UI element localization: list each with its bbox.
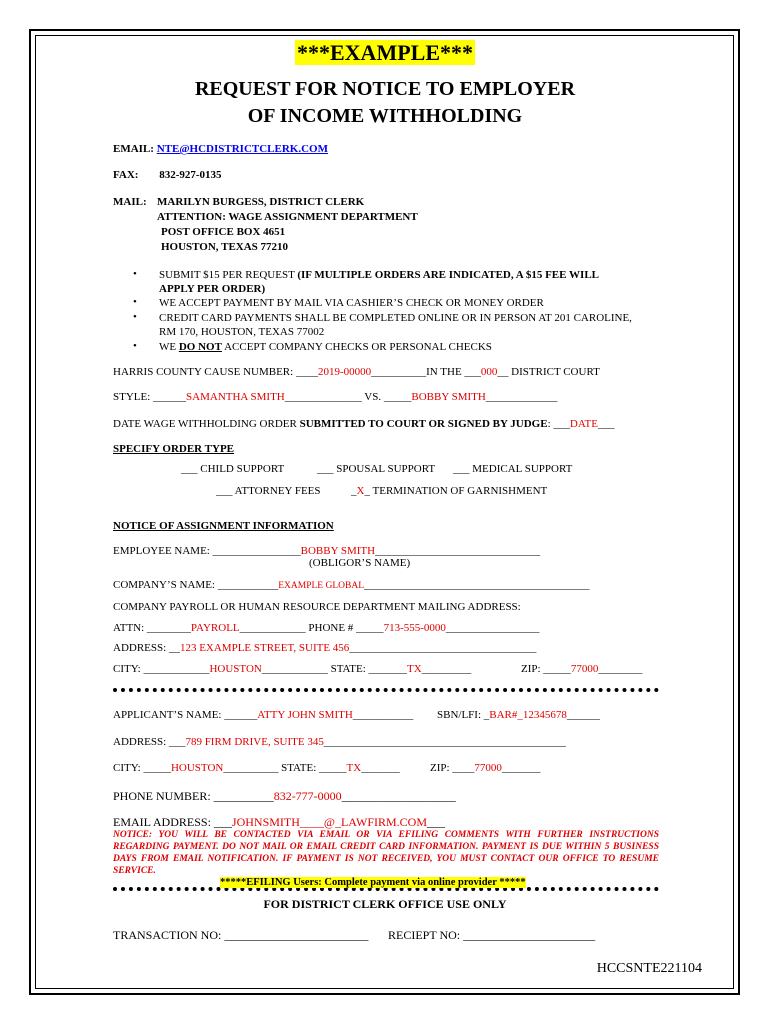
attorney-fees-option[interactable]: ___ ATTORNEY FEES (216, 485, 321, 497)
date-row: DATE WAGE WITHHOLDING ORDER SUBMITTED TO COURT OR SIGNED BY JUDGE: ___DATE___ (113, 418, 615, 430)
applicant-address-row: ADDRESS: ___789 FIRM DRIVE, SUITE 345____________________________________________ (113, 736, 566, 748)
fax-row (113, 169, 222, 181)
company-name-row: COMPANY’S NAME: ___________EXAMPLE GLOBAL_________________________________________ (113, 579, 590, 591)
attn-value[interactable]: PAYROLL (190, 622, 240, 634)
obligor-caption: (OBLIGOR’S NAME) (309, 557, 411, 569)
sbn-row: SBN/LFI: _BAR#_12345678______ (437, 709, 600, 721)
cause-number-row: HARRIS COUNTY CAUSE NUMBER: ____2019-00000__________IN THE ___000__ DISTRICT COURT (113, 366, 600, 378)
payroll-address-label: COMPANY PAYROLL OR HUMAN RESOURCE DEPARTMENT MAILING ADDRESS: (113, 601, 521, 613)
fax-value: 832-927-0135 (159, 169, 222, 181)
company-city-row: CITY: ____________HOUSTON____________ STATE: _______TX_________ (113, 663, 472, 675)
applicant-zip-value[interactable]: 77000 (474, 762, 502, 774)
sbn-value[interactable]: BAR#_12345678 (489, 709, 567, 721)
applicant-state-value[interactable]: TX (346, 762, 362, 774)
notice-assignment-heading: NOTICE OF ASSIGNMENT INFORMATION (113, 520, 334, 532)
fax-label: FAX: (113, 169, 139, 181)
mail-label: MAIL: (113, 196, 147, 208)
spousal-support-option[interactable]: ___ SPOUSAL SUPPORT (317, 463, 436, 475)
medical-support-option[interactable]: ___ MEDICAL SUPPORT (453, 463, 573, 475)
applicant-address-value[interactable]: 789 FIRM DRIVE, SUITE 345 (185, 736, 324, 748)
plaintiff-value[interactable]: SAMANTHA SMITH (186, 391, 285, 403)
payment-notice: NOTICE: YOU WILL BE CONTACTED VIA EMAIL OR VIA EFILING COMMENTS WITH FURTHER INSTRUCTIONS REGARDING PAYMENT. DO NOT MAIL OR EMAIL CREDIT CARD INFORMATION. PAYMENT IS DUE WITHIN 5 BUSINESS DAYS FROM EMAIL NOTIFICATION. IF PAYMENT IS NOT RECEIVED, YOU MUST CONTACT OUR OFFICE TO RESUME SERVICE. (113, 830, 659, 876)
office-use-heading: FOR DISTRICT CLERK OFFICE USE ONLY (263, 897, 507, 911)
applicant-name-value[interactable]: ATTY JOHN SMITH (257, 709, 353, 721)
order-type-heading: SPECIFY ORDER TYPE (113, 443, 235, 455)
email-address-row: EMAIL ADDRESS: ___JOHNSMITH____@_LAWFIRM.COM___ (113, 815, 446, 829)
dotted-divider (113, 688, 659, 692)
company-zip-row: ZIP: _____77000________ (521, 663, 643, 675)
child-support-option[interactable]: ___ CHILD SUPPORT (181, 463, 285, 475)
defendant-value[interactable]: BOBBY SMITH (411, 391, 486, 403)
example-banner: ***EXAMPLE*** (297, 40, 473, 65)
company-name-value[interactable]: EXAMPLE GLOBAL (278, 581, 364, 591)
title-line-1: REQUEST FOR NOTICE TO EMPLOYER (194, 78, 576, 100)
email-link[interactable]: NTE@HCDISTRICTCLERK.COM (156, 143, 328, 155)
email-address-value[interactable]: JOHNSMITH____@_LAWFIRM.COM (231, 815, 428, 829)
phone-number-value[interactable]: 832-777-0000 (273, 789, 342, 803)
applicant-city-value[interactable]: HOUSTON (170, 762, 224, 774)
receipt-number-field[interactable]: RECIEPT NO: ______________________ (388, 928, 596, 942)
mail-line-3: POST OFFICE BOX 4651 (161, 226, 286, 238)
termination-mark: X (356, 485, 365, 497)
phone-number-row: PHONE NUMBER: __________832-777-0000___________________ (113, 789, 456, 803)
employee-name-row: EMPLOYEE NAME: ________________BOBBY SMITH______________________________ (113, 545, 541, 557)
company-state-value[interactable]: TX (407, 663, 422, 675)
district-court-value[interactable]: 000 (480, 366, 498, 378)
title-line-2: OF INCOME WITHHOLDING (247, 105, 523, 127)
company-address-row: ADDRESS: __123 EXAMPLE STREET, SUITE 456__________________________________ (113, 642, 537, 654)
bullet-4: WE DO NOT ACCEPT COMPANY CHECKS OR PERSONAL CHECKS (159, 341, 492, 353)
bullet-3-line-2: RM 170, HOUSTON, TEXAS 77002 (159, 326, 325, 338)
transaction-number-field[interactable]: TRANSACTION NO: ________________________ (113, 928, 369, 942)
applicant-zip-row: ZIP: ____77000_______ (430, 762, 541, 774)
applicant-city-row: CITY: _____HOUSTON__________ STATE: _____TX_______ (113, 762, 400, 774)
email-label: EMAIL: (113, 143, 154, 155)
bullet-dot: • (133, 340, 137, 352)
applicant-name-row: APPLICANT’S NAME: ______ATTY JOHN SMITH___________ (113, 709, 414, 721)
date-value[interactable]: DATE (569, 418, 598, 430)
termination-option[interactable]: _X_ TERMINATION OF GARNISHMENT (351, 485, 548, 497)
company-zip-value[interactable]: 77000 (570, 663, 599, 675)
bullet-1: SUBMIT $15 PER REQUEST (IF MULTIPLE ORDERS ARE INDICATED, A $15 FEE WILL (159, 269, 599, 281)
company-city-value[interactable]: HOUSTON (209, 663, 262, 675)
attn-row: ATTN: ________PAYROLL____________ PHONE # _____713-555-0000_________________ (113, 622, 540, 634)
cause-number-value[interactable]: 2019-00000 (317, 366, 372, 378)
mail-line-2: ATTENTION: WAGE ASSIGNMENT DEPARTMENT (157, 211, 418, 223)
mail-line-1: MARILYN BURGESS, DISTRICT CLERK (157, 196, 365, 208)
bullet-dot: • (133, 296, 137, 308)
company-address-value[interactable]: 123 EXAMPLE STREET, SUITE 456 (179, 642, 350, 654)
mail-line-4: HOUSTON, TEXAS 77210 (161, 241, 289, 253)
bullet-2: WE ACCEPT PAYMENT BY MAIL VIA CASHIER’S CHECK OR MONEY ORDER (159, 297, 544, 309)
company-phone-value[interactable]: 713-555-0000 (383, 622, 446, 634)
email-row (113, 143, 328, 155)
bullet-dot: • (133, 268, 137, 280)
efiling-note: *****EFILING Users: Complete payment via online provider ***** (220, 877, 526, 888)
bullet-dot: • (133, 311, 137, 323)
employee-name-value[interactable]: BOBBY SMITH (300, 545, 376, 557)
style-row: STYLE: ______SAMANTHA SMITH______________ VS. _____BOBBY SMITH_____________ (113, 391, 558, 403)
bullet-1-line-2: APPLY PER ORDER) (159, 283, 266, 295)
bullet-3: CREDIT CARD PAYMENTS SHALL BE COMPLETED ONLINE OR IN PERSON AT 201 CAROLINE, (159, 312, 632, 324)
form-code: HCCSNTE221104 (596, 961, 702, 976)
